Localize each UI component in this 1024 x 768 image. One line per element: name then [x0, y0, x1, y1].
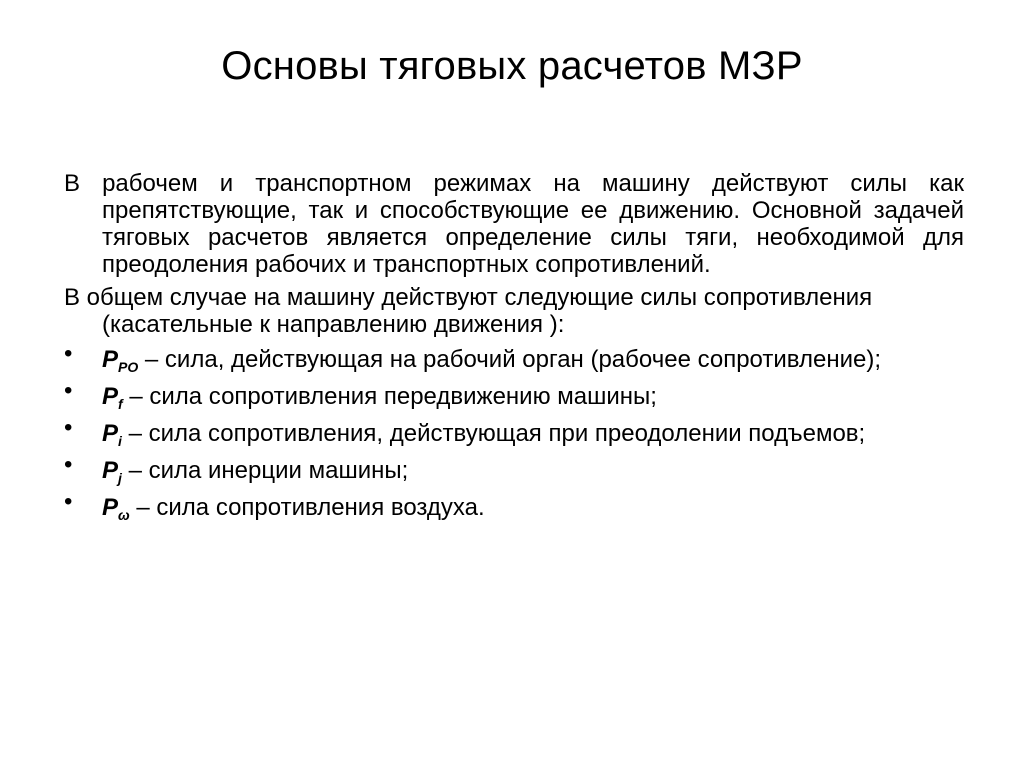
force-symbol: $P_i$	[102, 420, 122, 449]
paragraph-intro: В рабочем и транспортном режимах на машину действуют силы как препятствующие, так и способствующие ее движению. Основной задачей тяговых расчетов является определение силы тяги, необходимой для преодоления рабочих и транспортных сопротивлений.	[64, 170, 964, 278]
list-item-force-f	[64, 377, 964, 412]
force-description: – сила сопротивления, действующая при преодолении подъемов;	[121, 420, 866, 447]
force-description: – сила инерции машины;	[121, 457, 409, 484]
force-description: – сила, действующая на рабочий орган (рабочее сопротивление);	[138, 346, 881, 373]
list-item-force-j	[64, 451, 964, 486]
slide-body	[64, 170, 964, 531]
bullet-icon: •	[64, 377, 73, 404]
force-description: – сила сопротивления воздуха.	[129, 494, 485, 521]
paragraph-forces-intro: В общем случае на машину действуют следующие силы сопротивления (касательные к направлению движения ):	[64, 284, 873, 338]
bullet-icon: •	[64, 340, 73, 367]
bullet-icon: •	[64, 451, 73, 478]
force-symbol: $P_\omega$	[102, 494, 130, 523]
list-item-force-omega	[64, 488, 964, 523]
list-item-force-i	[64, 414, 964, 449]
force-symbol: $P_j$	[102, 457, 122, 486]
bullet-icon: •	[64, 414, 73, 441]
force-symbol: $P_{PO}$	[102, 346, 139, 375]
forces-list	[64, 340, 964, 523]
slide-title: Основы тяговых расчетов МЗР	[221, 44, 803, 88]
force-symbol: $P_f$	[102, 383, 123, 412]
bullet-icon: •	[64, 488, 73, 515]
list-item-force-po	[64, 340, 964, 375]
force-description: – сила сопротивления передвижению машины;	[122, 383, 657, 410]
